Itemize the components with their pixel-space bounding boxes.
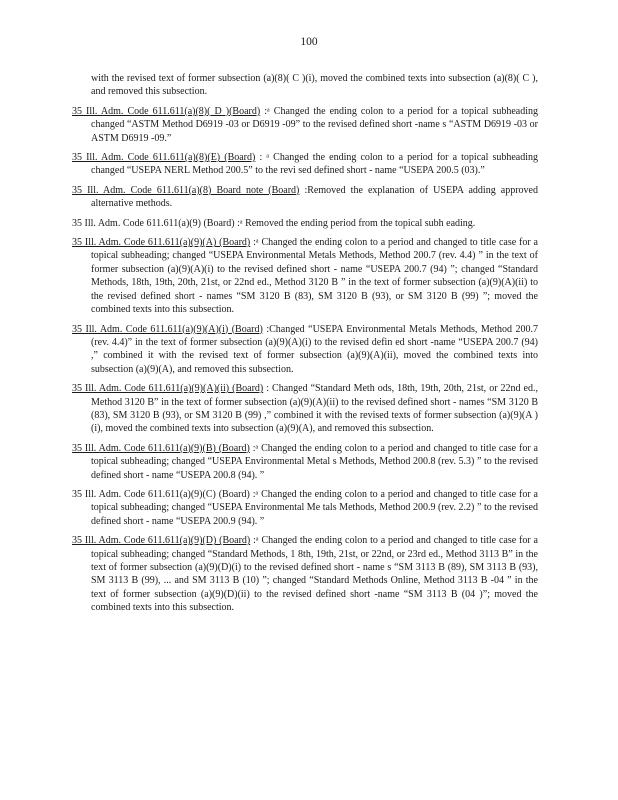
entry-citation: 35 Ill. Adm. Code 611.611(a)(9)(C) (Board) — [72, 488, 250, 500]
entry-citation: 35 Ill. Adm. Code 611.611(a)(9)(A) (Board) — [72, 237, 251, 249]
entry-list — [72, 105, 538, 615]
entry-text: :ᵃ Changed the ending colon to a period for a topical subheading changed “ASTM Method D6919 -03 or D6919 -09” to the revised defined short -name s “ASTM D6919 -03 or ASTM D6919 -09.” — [91, 105, 538, 144]
entry-citation: 35 Ill. Adm. Code 611.611(a)(9)(A)(i) (Board) — [72, 323, 263, 335]
document-body — [72, 72, 538, 621]
entry-text: :Changed “USEPA Environmental Metals Methods, Method 200.7 (rev. 4.4)” in the text of former subsection (a)(9)(A)(i) to the revised defin ed short -name “USEPA 200.7 (94) ,” combined it with the revised text of former subsection (a)(9)(A)(ii), moved the combined texts into subsection (a)(9)(A), and removed this subsection. — [91, 323, 538, 375]
entry-text: :ᵃ Changed the ending colon to a period and changed to title case for a topical subheading; changed “USEPA Environmental Metal s Methods, Method 200.8 (rev. 5.3) ” to the revised defined short - name “USEPA 200.8 (94). ” — [91, 442, 538, 481]
entry-citation: 35 Ill. Adm. Code 611.611(a)(8)( D )(Board) — [72, 105, 261, 117]
entry-text: :ᵃ Changed the ending colon to a period and changed to title case for a topical subheading; changed “USEPA Environmental Me tals Methods, Method 200.9 (rev. 2.2) ” to the revised defined short - name “USEPA 200.9 (94). ” — [91, 488, 538, 527]
entry-citation: 35 Ill. Adm. Code 611.611(a)(9)(A)(ii) (Board) — [72, 383, 264, 395]
amendment-entry — [72, 151, 538, 178]
entry-text: :ᵃ Removed the ending period from the topical subh eading. — [234, 217, 476, 229]
amendment-entry — [72, 105, 538, 145]
amendment-entry — [72, 217, 538, 230]
entry-citation: 35 Ill. Adm. Code 611.611(a)(8)(E) (Board) — [72, 152, 256, 164]
entry-citation: 35 Ill. Adm. Code 611.611(a)(9)(D) (Board) — [72, 535, 251, 547]
amendment-entry — [72, 488, 538, 528]
amendment-entry — [72, 534, 538, 614]
amendment-entry — [72, 382, 538, 436]
amendment-entry — [72, 323, 538, 377]
entry-text: :Removed the explanation of USEPA adding approved alternative methods. — [91, 184, 538, 210]
entry-citation: 35 Ill. Adm. Code 611.611(a)(9)(B) (Board) — [72, 442, 250, 454]
page-number: 100 — [300, 36, 318, 48]
continuation-paragraph: with the revised text of former subsection (a)(8)( C )(i), moved the combined texts into subsection (a)(8)( C ), and removed this subsection. — [91, 73, 538, 98]
entry-text: :ᵃ Changed the ending colon to a period and changed to title case for a topical subheading; changed “Standard Methods, 1 8th, 19th, 21st, or 22nd, or 23rd ed., Method 3113 B” in the text of former subsection (a)(9)(D)(i) to the revised defined short - name s “SM 3113 B (89), SM 3113 B (93), SM 3113 B (99), ... and SM 3113 B (10) ”; changed “Standard Methods Online, Method 3113 B -04 ” in the text of former subsection (a)(9)(D)(ii) to the revised defined short -name “SM 3113 B (04 )”; moved the combined texts into this subsection. — [91, 535, 538, 614]
entry-text: : ᵃ Changed the ending colon to a period for a topical subheading changed “USEPA NERL Method 200.5” to the revi sed defined short - name “USEPA 200.5 (03).” — [91, 152, 538, 177]
entry-citation: 35 Ill. Adm. Code 611.611(a)(8) Board note (Board) — [72, 184, 300, 196]
amendment-entry — [72, 442, 538, 482]
entry-citation: 35 Ill. Adm. Code 611.611(a)(9) (Board) — [72, 217, 235, 229]
amendment-entry — [72, 184, 538, 211]
amendment-entry — [72, 236, 538, 316]
entry-text: : Changed “Standard Meth ods, 18th, 19th, 20th, 21st, or 22nd ed., Method 3120 B” in the text of former subsection (a)(9)(A)(ii) to the revised defined short - names “SM 3120 B (83), SM 3120 B (93), or SM 3120 B (99) ,” combined it with the revised texts of former subsection (a)(9)(A )(i), moved the combined texts into subsection (a)(9)(A), and removed this subsection. — [91, 383, 538, 435]
entry-text: :ᵃ Changed the ending colon to a period and changed to title case for a topical subheading; changed “USEPA Environmental Metals Methods, Method 200.7 (rev. 4.4) ” in the text of former subsection (a)(9)(A)(i) to the revised defined short - name “USEPA 200.7 (94) ”; changed “Standard Methods, 18th, 19th, 20th, 21st, or 22nd ed., Method 3120 B ” in the text of former subsection (a)(9)(A)(ii) to the revised defined short - names “SM 3120 B (83), SM 3120 B (93), or SM 3120 B (99) ”; moved the combined texts into this subsection. — [91, 237, 538, 316]
